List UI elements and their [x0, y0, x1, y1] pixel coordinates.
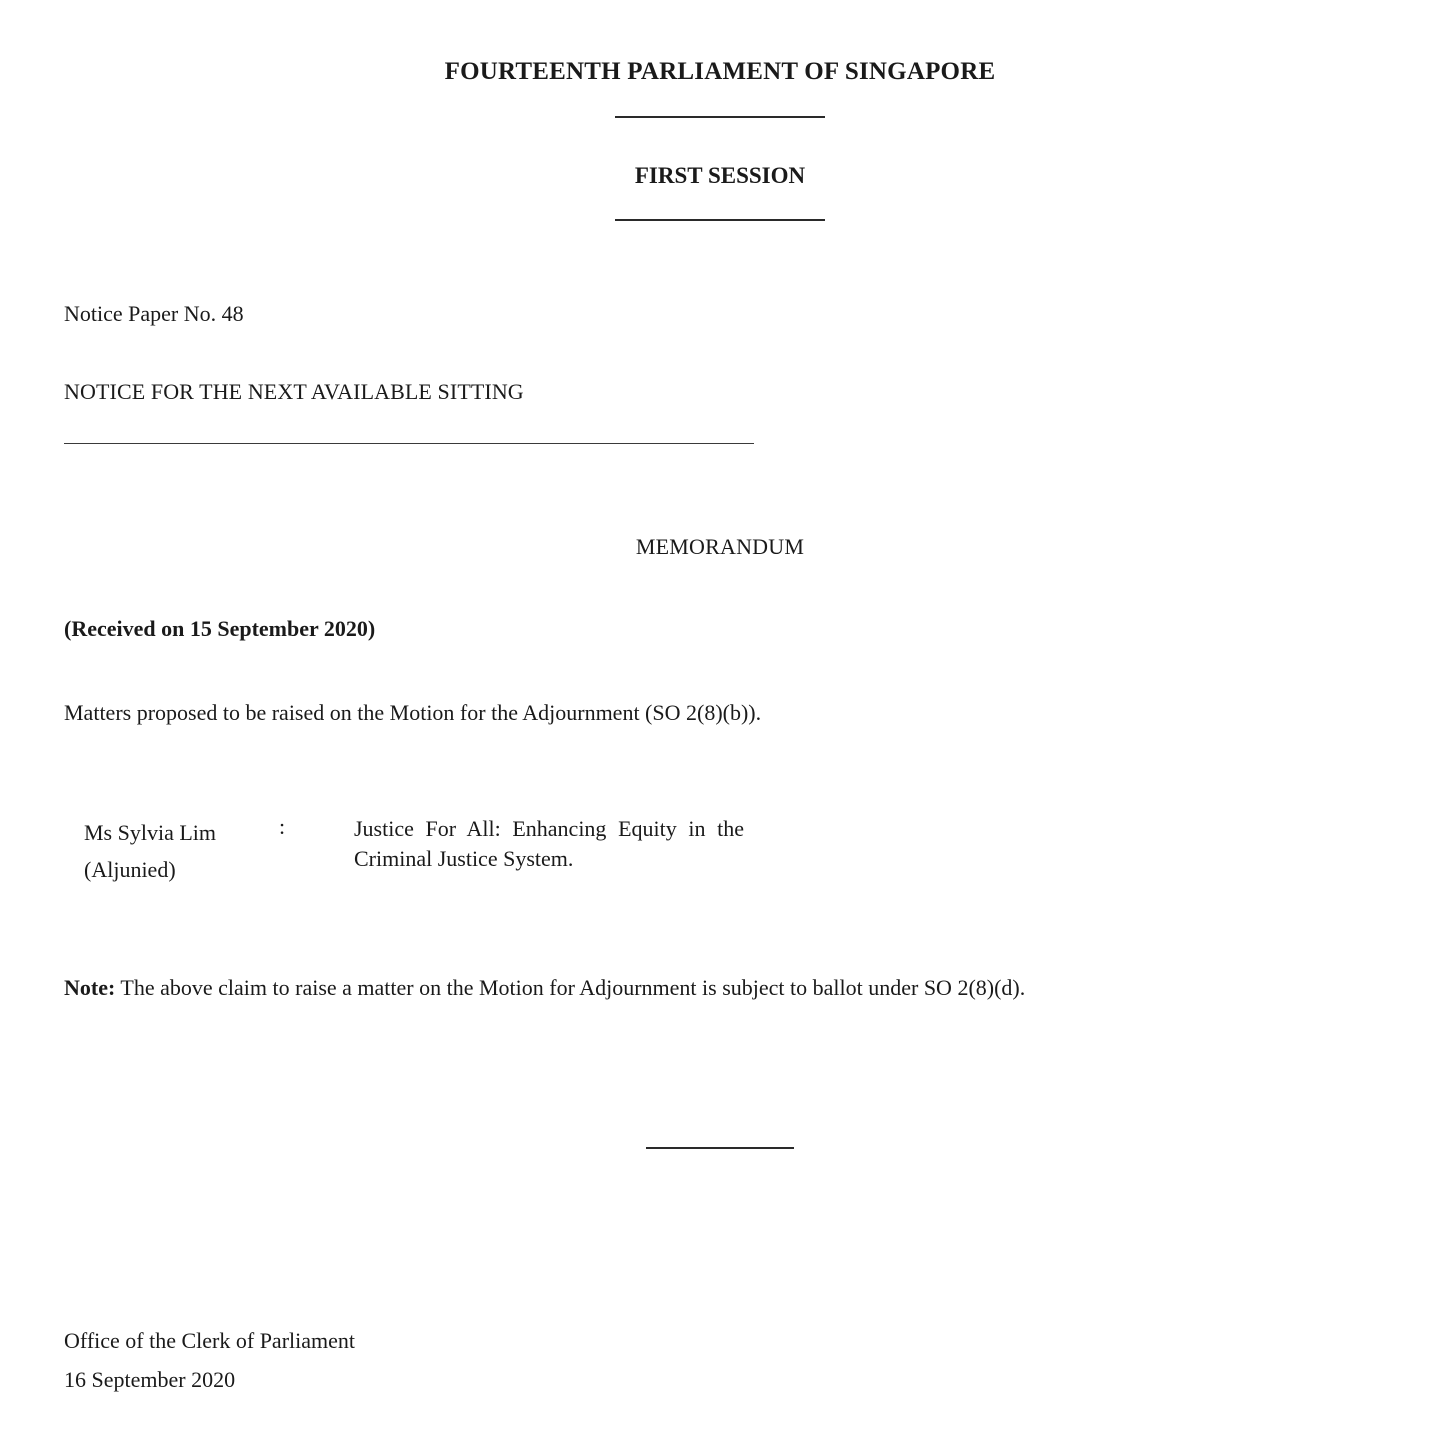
received-date: (Received on 15 September 2020) [64, 616, 376, 641]
divider-end-of-content [646, 1147, 794, 1149]
footer-date: 16 September 2020 [64, 1367, 236, 1393]
note-label: Note: [64, 974, 116, 1000]
notice-paper-number: Notice Paper No. 48 [64, 301, 244, 326]
entry-member-constituency: (Aljunied) [84, 857, 176, 883]
document-body [0, 301, 1440, 1400]
footer-office: Office of the Clerk of Parliament [64, 1327, 355, 1353]
divider-under-session [615, 219, 825, 221]
entry-separator: : [279, 814, 286, 839]
entry-member [64, 814, 279, 889]
divider-under-title [615, 116, 825, 118]
notice-heading: NOTICE FOR THE NEXT AVAILABLE SITTING [64, 379, 524, 404]
divider-under-notice-heading [64, 443, 754, 444]
memorandum-heading: MEMORANDUM [635, 534, 805, 559]
note-text: The above claim to raise a matter on the Motion for Adjournment is subject to ballot under SO 2(8)(d). [115, 974, 1026, 1000]
session-heading: FIRST SESSION [634, 163, 806, 188]
entry-member-name: Ms Sylvia Lim [84, 820, 217, 845]
entry-subject: Justice For All: Enhancing Equity in the Criminal Justice System. [354, 816, 744, 871]
document-footer [64, 1321, 1376, 1400]
matters-statement: Matters proposed to be raised on the Motion for the Adjournment (SO 2(8)(b)). [64, 700, 762, 725]
note-paragraph [64, 975, 1376, 1001]
page-title: FOURTEENTH PARLIAMENT OF SINGAPORE [444, 58, 996, 85]
list-item [64, 814, 1376, 889]
